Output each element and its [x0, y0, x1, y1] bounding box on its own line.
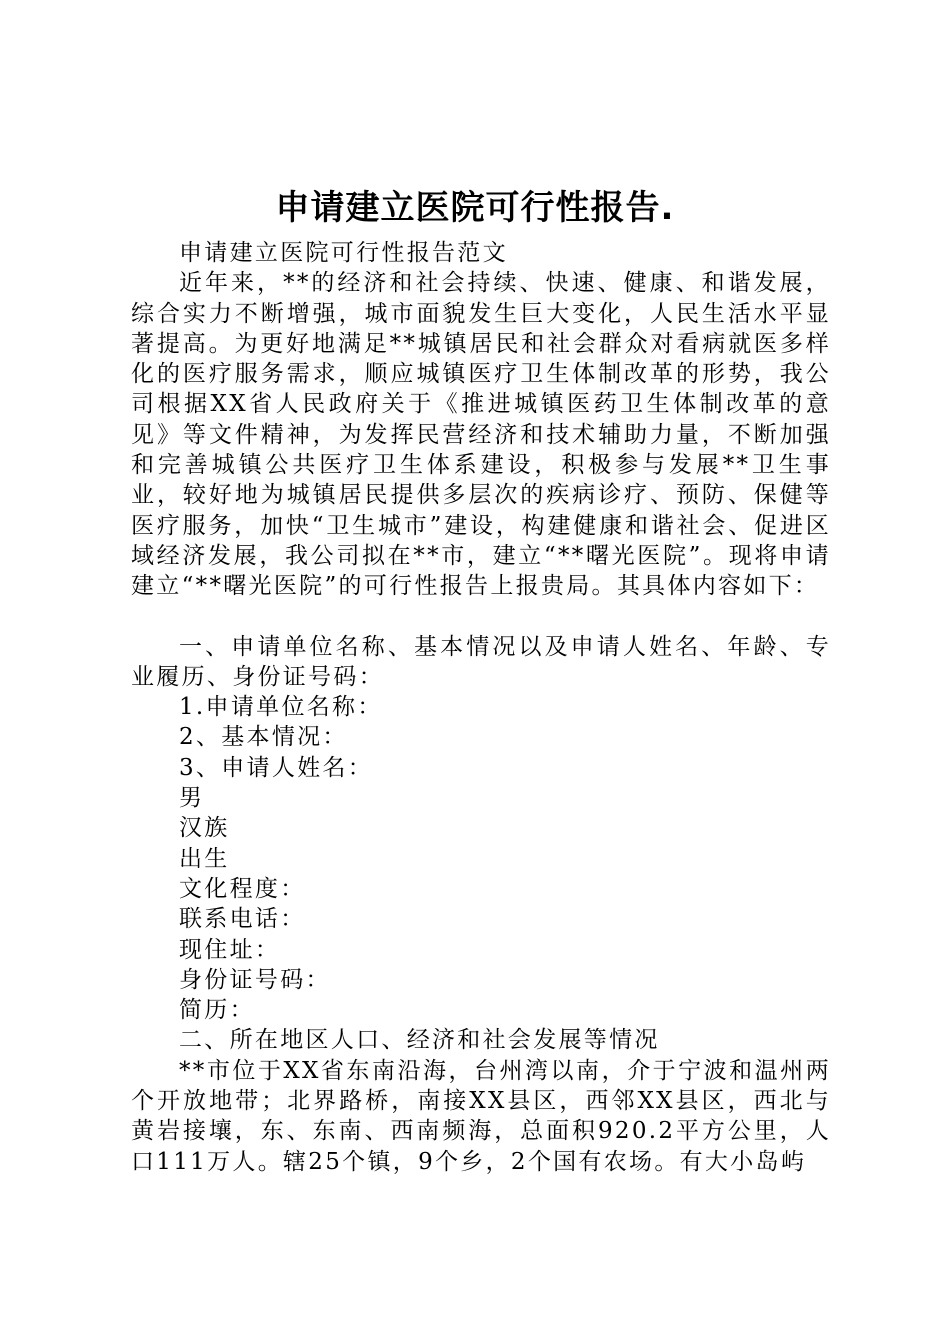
document-body [131, 238, 831, 1177]
intro-paragraph: 近年来，**的经济和社会持续、快速、健康、和谐发展，综合实力不断增强，城市面貌发生巨大变化，人民生活水平显著提高。为更好地满足**城镇居民和社会群众对看病就医多样化的医疗服务需求，顺应城镇医疗卫生体制改革的形势，我公司根据XX省人民政府关于《推进城镇医药卫生体制改革的意见》等文件精神，为发挥民营经济和技术辅助力量，不断加强和完善城镇公共医疗卫生体系建设，积极参与发展**卫生事业，较好地为城镇居民提供多层次的疾病诊疗、预防、保健等医疗服务，加快“卫生城市”建设，构建健康和谐社会、促进区域经济发展，我公司拟在**市，建立“**曙光医院”。现将申请建立“**曙光医院”的可行性报告上报贵局。其具体内容如下： [131, 270, 831, 600]
field-basic-info: 2、基本情况： [179, 724, 348, 751]
field-ethnicity: 汉族 [179, 815, 230, 842]
field-phone: 联系电话： [179, 906, 306, 933]
field-address: 现住址： [179, 936, 281, 963]
field-id-number: 身份证号码： [179, 966, 331, 993]
field-resume: 简历： [179, 997, 255, 1024]
field-education: 文化程度： [179, 875, 306, 902]
field-gender: 男 [179, 785, 205, 812]
field-applicant-name: 3、申请人姓名： [179, 754, 374, 781]
document-title: 申请建立医院可行性报告. [275, 188, 675, 228]
field-birth: 出生 [179, 845, 230, 872]
section-2-heading: 二、所在地区人口、经济和社会发展等情况 [179, 1027, 660, 1054]
document-subtitle: 申请建立医院可行性报告范文 [179, 240, 508, 266]
section-1-heading: 一、申请单位名称、基本情况以及申请人姓名、年龄、专业履历、身份证号码： [131, 633, 831, 690]
section-2-paragraph: **市位于XX省东南沿海，台州湾以南，介于宁波和温州两个开放地带；北界路桥，南接XX县区，西邻XX县区，西北与黄岩接壤，东、东南、西南频海，总面积920.2平方公里，人口111万人。辖25个镇，9个乡，2个国有农场。有大小岛屿 [131, 1057, 831, 1175]
field-unit-name: 1.申请单位名称： [179, 694, 383, 721]
paragraph-spacer [131, 602, 831, 632]
